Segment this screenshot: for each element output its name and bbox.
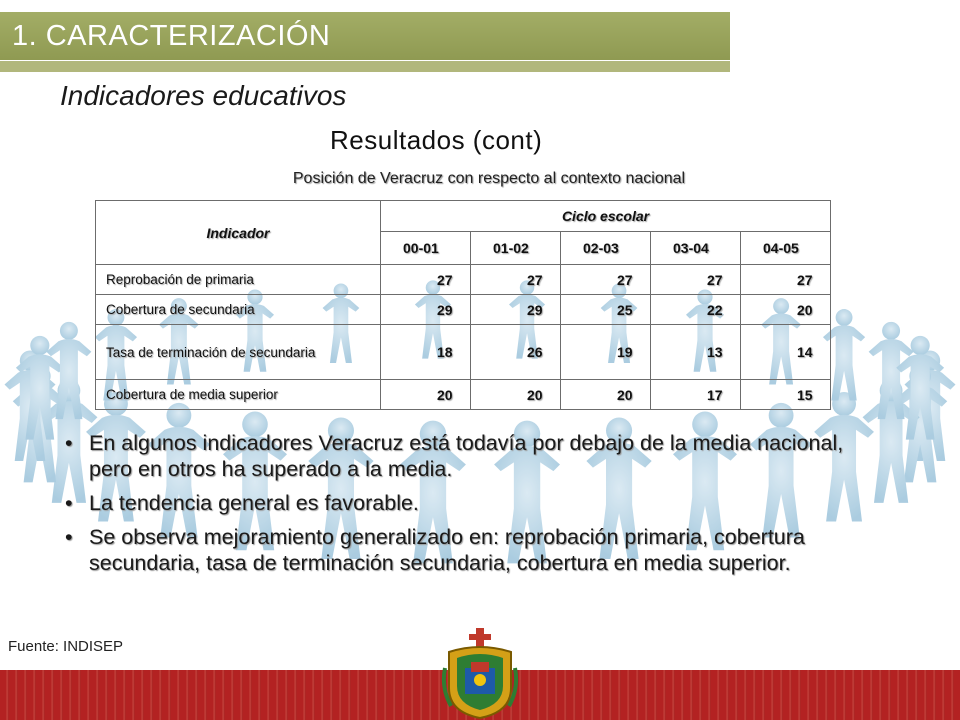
row-label: Cobertura de media superior xyxy=(96,380,381,410)
cell-value: 18 xyxy=(381,325,471,380)
year-header: 03-04 xyxy=(651,232,741,265)
cell-value: 22 xyxy=(651,295,741,325)
table-caption: Posición de Veracruz con respecto al contexto nacional xyxy=(292,170,686,187)
cell-value: 13 xyxy=(651,325,741,380)
cell-value: 27 xyxy=(651,265,741,295)
coat-of-arms-icon xyxy=(441,628,519,720)
cell-value: 20 xyxy=(471,380,561,410)
row-label: Tasa de terminación de secundaria xyxy=(96,325,381,380)
cell-value: 26 xyxy=(471,325,561,380)
cell-value: 20 xyxy=(381,380,471,410)
header-bar xyxy=(0,12,730,60)
cell-value: 19 xyxy=(561,325,651,380)
table-row xyxy=(96,295,831,325)
cell-value: 17 xyxy=(651,380,741,410)
cell-value: 29 xyxy=(471,295,561,325)
cell-value: 20 xyxy=(741,295,831,325)
subtitle: Indicadores educativos xyxy=(60,80,347,111)
table-row xyxy=(96,380,831,410)
year-header: 01-02 xyxy=(471,232,561,265)
cell-value: 25 xyxy=(561,295,651,325)
cell-value: 29 xyxy=(381,295,471,325)
bullet-text: En algunos indicadores Veracruz está todavía por debajo de la media nacional, pero en otros ha superado a la media. xyxy=(89,431,844,481)
bullet-dot-icon: • xyxy=(65,491,73,515)
cell-value: 27 xyxy=(471,265,561,295)
bullet-item xyxy=(60,524,880,576)
cell-value: 14 xyxy=(741,325,831,380)
header-title: 1. CARACTERIZACIÓN xyxy=(12,20,331,52)
row-label: Reprobación de primaria xyxy=(96,265,381,295)
bullet-dot-icon: • xyxy=(65,525,73,549)
cell-value: 20 xyxy=(561,380,651,410)
cell-value: 27 xyxy=(381,265,471,295)
bullet-text: La tendencia general es favorable. xyxy=(89,491,419,515)
indicators-table xyxy=(95,200,831,410)
section-title: Resultados (cont) xyxy=(330,125,543,155)
bullet-dot-icon: • xyxy=(65,431,73,455)
bullet-text: Se observa mejoramiento generalizado en: reprobación primaria, cobertura secundaria, tasa de terminación secundaria, cobertura en media superior. xyxy=(89,525,805,575)
cell-value: 27 xyxy=(561,265,651,295)
table-row xyxy=(96,265,831,295)
bullet-item xyxy=(60,430,880,482)
cell-value: 27 xyxy=(741,265,831,295)
year-header: 04-05 xyxy=(741,232,831,265)
year-header: 00-01 xyxy=(381,232,471,265)
table-row xyxy=(96,325,831,380)
source-note: Fuente: INDISEP xyxy=(8,638,124,655)
row-label: Cobertura de secundaria xyxy=(96,295,381,325)
year-header: 02-03 xyxy=(561,232,651,265)
bullet-item xyxy=(60,490,880,516)
cell-value: 15 xyxy=(741,380,831,410)
cycle-header: Ciclo escolar xyxy=(381,201,831,232)
indicator-header: Indicador xyxy=(96,201,381,265)
summary-bullets xyxy=(60,430,880,584)
header-underline xyxy=(0,61,730,72)
